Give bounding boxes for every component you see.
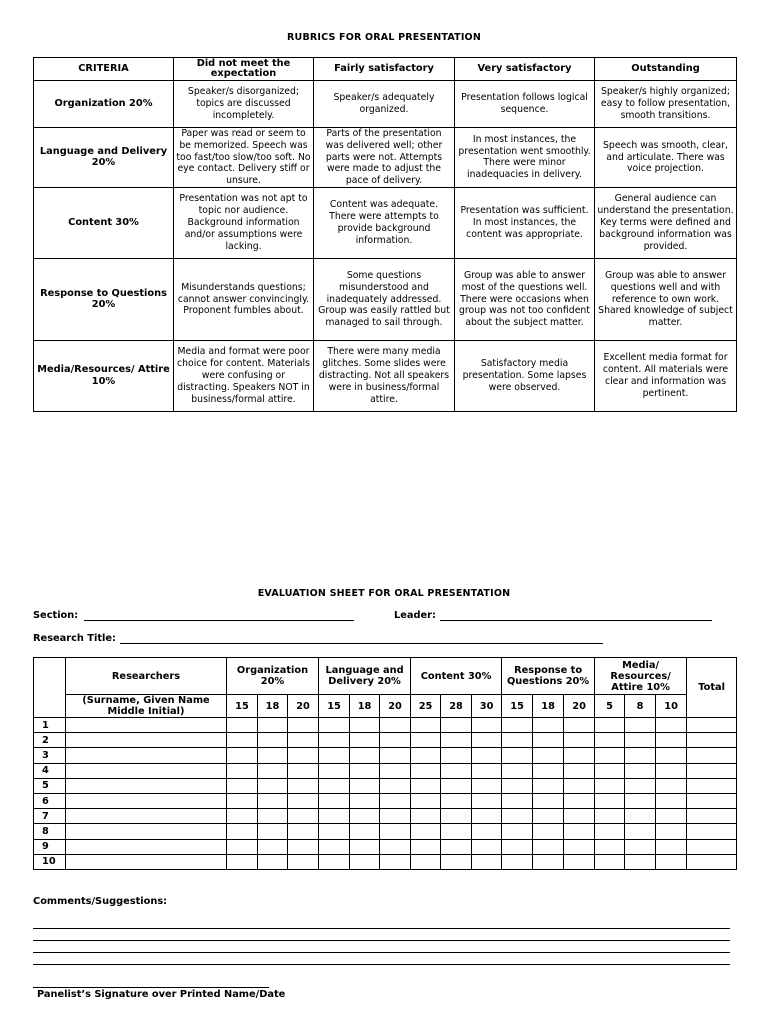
score-cell[interactable] <box>441 839 472 854</box>
rubric-cell: Speech was smooth, clear, and articulate. There was voice projection. <box>595 128 737 188</box>
row-number: 7 <box>34 809 66 824</box>
score-header: 5 <box>595 695 625 718</box>
leader-field[interactable] <box>440 620 712 621</box>
score-cell[interactable] <box>472 763 502 778</box>
researcher-name-cell[interactable] <box>66 763 227 778</box>
score-cell[interactable] <box>350 748 380 763</box>
score-cell[interactable] <box>319 763 350 778</box>
score-cell[interactable] <box>319 778 350 793</box>
researcher-name-cell[interactable] <box>66 824 227 839</box>
score-header: 15 <box>319 695 350 718</box>
score-cell[interactable] <box>319 809 350 824</box>
score-cell[interactable] <box>441 718 472 733</box>
score-cell[interactable] <box>533 854 564 869</box>
row-number: 2 <box>34 733 66 748</box>
rubric-header-outstanding: Outstanding <box>595 58 737 81</box>
row-number: 5 <box>34 778 66 793</box>
score-cell[interactable] <box>656 718 687 733</box>
rubric-cell: Misunderstands questions; cannot answer convincingly. Proponent fumbles about. <box>174 258 314 340</box>
score-header: 25 <box>411 695 441 718</box>
score-cell[interactable] <box>288 824 319 839</box>
score-header: 8 <box>625 695 656 718</box>
score-cell[interactable] <box>502 854 533 869</box>
rubric-cell: Satisfactory media presentation. Some lapses were observed. <box>455 340 595 411</box>
score-cell[interactable] <box>656 778 687 793</box>
comment-line[interactable] <box>33 952 730 953</box>
evaluation-row <box>34 824 737 839</box>
rubric-cell: In most instances, the presentation went smoothly. There were minor inadequacies in delivery. <box>455 128 595 188</box>
score-cell[interactable] <box>564 854 595 869</box>
rubric-header-did-not-meet: Did not meet the expectation <box>174 58 314 81</box>
score-cell[interactable] <box>258 793 288 808</box>
rubric-header-very-satisfactory: Very satisfactory <box>455 58 595 81</box>
comment-line[interactable] <box>33 964 730 965</box>
score-cell[interactable] <box>502 718 533 733</box>
score-cell[interactable] <box>564 778 595 793</box>
score-cell[interactable] <box>625 854 656 869</box>
score-cell[interactable] <box>502 809 533 824</box>
rubric-criteria: Organization 20% <box>34 81 174 128</box>
score-cell[interactable] <box>656 824 687 839</box>
score-cell[interactable] <box>227 809 258 824</box>
section-label: Section: <box>33 610 79 621</box>
researcher-name-cell[interactable] <box>66 778 227 793</box>
score-cell[interactable] <box>288 809 319 824</box>
score-cell[interactable] <box>625 733 656 748</box>
score-cell[interactable] <box>350 839 380 854</box>
score-cell[interactable] <box>625 778 656 793</box>
score-cell[interactable] <box>227 793 258 808</box>
score-cell[interactable] <box>595 733 625 748</box>
score-cell[interactable] <box>533 763 564 778</box>
score-cell[interactable] <box>288 763 319 778</box>
researcher-name-cell[interactable] <box>66 839 227 854</box>
score-cell[interactable] <box>258 824 288 839</box>
score-cell[interactable] <box>288 748 319 763</box>
score-cell[interactable] <box>502 733 533 748</box>
score-cell[interactable] <box>533 809 564 824</box>
evaluation-header-row <box>34 658 737 695</box>
score-cell[interactable] <box>595 809 625 824</box>
total-cell[interactable] <box>687 809 737 824</box>
score-cell[interactable] <box>288 793 319 808</box>
score-cell[interactable] <box>380 718 411 733</box>
evaluation-row <box>34 854 737 869</box>
score-header: 20 <box>564 695 595 718</box>
score-cell[interactable] <box>411 854 441 869</box>
score-header: 20 <box>288 695 319 718</box>
score-cell[interactable] <box>625 793 656 808</box>
score-cell[interactable] <box>288 839 319 854</box>
score-cell[interactable] <box>472 718 502 733</box>
score-cell[interactable] <box>502 793 533 808</box>
rubric-cell: Content was adequate. There were attempts to provide background information. <box>314 187 455 258</box>
score-cell[interactable] <box>595 824 625 839</box>
researchers-subheader: (Surname, Given Name Middle Initial) <box>66 695 227 718</box>
score-cell[interactable] <box>656 809 687 824</box>
research-title-field[interactable] <box>120 643 603 644</box>
score-cell[interactable] <box>258 763 288 778</box>
rubric-cell: Presentation was sufficient. In most instances, the content was appropriate. <box>455 187 595 258</box>
total-cell[interactable] <box>687 778 737 793</box>
signature-line[interactable] <box>33 987 269 988</box>
score-cell[interactable] <box>656 793 687 808</box>
score-cell[interactable] <box>595 778 625 793</box>
evaluation-table <box>33 657 737 870</box>
score-cell[interactable] <box>564 809 595 824</box>
score-cell[interactable] <box>319 839 350 854</box>
score-cell[interactable] <box>595 748 625 763</box>
rubric-table <box>33 57 737 412</box>
group-header-media-resources: Media/ Resources/ Attire 10% <box>595 658 687 695</box>
rubric-header-criteria: CRITERIA <box>34 58 174 81</box>
row-number: 8 <box>34 824 66 839</box>
score-cell[interactable] <box>380 778 411 793</box>
score-cell[interactable] <box>380 839 411 854</box>
score-cell[interactable] <box>564 718 595 733</box>
rubric-title: RUBRICS FOR ORAL PRESENTATION <box>287 32 481 43</box>
score-cell[interactable] <box>380 809 411 824</box>
score-cell[interactable] <box>227 733 258 748</box>
rubric-cell: Excellent media format for content. All materials were clear and information was pertinent. <box>595 340 737 411</box>
rubric-cell: Speaker/s adequately organized. <box>314 81 455 128</box>
score-cell[interactable] <box>319 854 350 869</box>
score-cell[interactable] <box>533 839 564 854</box>
score-cell[interactable] <box>533 824 564 839</box>
score-cell[interactable] <box>288 778 319 793</box>
rubric-cell: Some questions misunderstood and inadequately addressed. Group was easily rattled but managed to sail through. <box>314 258 455 340</box>
score-header: 10 <box>656 695 687 718</box>
score-cell[interactable] <box>472 778 502 793</box>
researcher-name-cell[interactable] <box>66 854 227 869</box>
rubric-cell: Group was able to answer questions well and with reference to own work. Shared knowledge of subject matter. <box>595 258 737 340</box>
score-cell[interactable] <box>533 793 564 808</box>
score-cell[interactable] <box>258 839 288 854</box>
score-cell[interactable] <box>227 778 258 793</box>
score-cell[interactable] <box>595 839 625 854</box>
researcher-name-cell[interactable] <box>66 733 227 748</box>
score-cell[interactable] <box>227 748 258 763</box>
group-header-response-questions: Response to Questions 20% <box>502 658 595 695</box>
score-cell[interactable] <box>227 718 258 733</box>
total-cell[interactable] <box>687 854 737 869</box>
researcher-name-cell[interactable] <box>66 718 227 733</box>
score-cell[interactable] <box>227 824 258 839</box>
leader-label: Leader: <box>394 610 436 621</box>
row-number: 9 <box>34 839 66 854</box>
rubric-cell: Media and format were poor choice for content. Materials were confusing or distracting. Speakers NOT in business/formal attire. <box>174 340 314 411</box>
rubric-criteria: Language and Delivery 20% <box>34 128 174 188</box>
score-cell[interactable] <box>350 733 380 748</box>
score-cell[interactable] <box>472 793 502 808</box>
score-cell[interactable] <box>380 733 411 748</box>
score-cell[interactable] <box>319 824 350 839</box>
evaluation-row <box>34 733 737 748</box>
comments-label: Comments/Suggestions: <box>33 896 168 907</box>
evaluation-row <box>34 748 737 763</box>
score-cell[interactable] <box>533 733 564 748</box>
score-cell[interactable] <box>472 824 502 839</box>
rubric-cell: Speaker/s highly organized; easy to follow presentation, smooth transitions. <box>595 81 737 128</box>
score-cell[interactable] <box>625 748 656 763</box>
score-cell[interactable] <box>502 824 533 839</box>
score-cell[interactable] <box>595 718 625 733</box>
score-cell[interactable] <box>595 793 625 808</box>
score-cell[interactable] <box>472 733 502 748</box>
score-cell[interactable] <box>350 763 380 778</box>
score-cell[interactable] <box>258 809 288 824</box>
score-cell[interactable] <box>472 809 502 824</box>
score-header: 20 <box>380 695 411 718</box>
section-field[interactable] <box>84 620 354 621</box>
score-cell[interactable] <box>411 809 441 824</box>
score-cell[interactable] <box>502 778 533 793</box>
score-header: 28 <box>441 695 472 718</box>
group-header-language-delivery: Language and Delivery 20% <box>319 658 411 695</box>
evaluation-score-row <box>34 695 737 718</box>
score-cell[interactable] <box>411 718 441 733</box>
score-header: 15 <box>227 695 258 718</box>
score-cell[interactable] <box>411 839 441 854</box>
evaluation-row <box>34 718 737 733</box>
score-cell[interactable] <box>656 748 687 763</box>
score-cell[interactable] <box>564 733 595 748</box>
score-cell[interactable] <box>258 748 288 763</box>
total-cell[interactable] <box>687 733 737 748</box>
rubric-row-language-delivery <box>34 128 737 188</box>
score-cell[interactable] <box>564 793 595 808</box>
rubric-row-response-questions <box>34 258 737 340</box>
score-cell[interactable] <box>441 733 472 748</box>
score-header: 18 <box>258 695 288 718</box>
rubric-cell: Group was able to answer most of the questions well. There were occasions when group was not too confident about the subject matter. <box>455 258 595 340</box>
score-cell[interactable] <box>472 854 502 869</box>
score-cell[interactable] <box>625 763 656 778</box>
evaluation-title: EVALUATION SHEET FOR ORAL PRESENTATION <box>257 588 511 599</box>
rubric-cell: Presentation follows logical sequence. <box>455 81 595 128</box>
score-cell[interactable] <box>656 763 687 778</box>
group-header-content: Content 30% <box>411 658 502 695</box>
rubric-header-fairly-satisfactory: Fairly satisfactory <box>314 58 455 81</box>
total-cell[interactable] <box>687 763 737 778</box>
score-cell[interactable] <box>564 824 595 839</box>
score-cell[interactable] <box>441 809 472 824</box>
score-cell[interactable] <box>380 793 411 808</box>
evaluation-row <box>34 809 737 824</box>
score-cell[interactable] <box>564 763 595 778</box>
score-cell[interactable] <box>380 824 411 839</box>
score-cell[interactable] <box>288 718 319 733</box>
evaluation-row <box>34 839 737 854</box>
evaluation-row <box>34 793 737 808</box>
score-cell[interactable] <box>380 748 411 763</box>
researchers-header: Researchers <box>66 658 227 695</box>
total-cell[interactable] <box>687 718 737 733</box>
score-cell[interactable] <box>411 763 441 778</box>
score-cell[interactable] <box>319 718 350 733</box>
score-cell[interactable] <box>564 748 595 763</box>
score-cell[interactable] <box>656 854 687 869</box>
rubric-criteria: Content 30% <box>34 187 174 258</box>
researcher-name-cell[interactable] <box>66 809 227 824</box>
score-cell[interactable] <box>502 748 533 763</box>
score-cell[interactable] <box>227 763 258 778</box>
score-cell[interactable] <box>625 839 656 854</box>
score-cell[interactable] <box>258 778 288 793</box>
score-cell[interactable] <box>227 839 258 854</box>
score-cell[interactable] <box>625 809 656 824</box>
score-cell[interactable] <box>441 748 472 763</box>
row-number: 1 <box>34 718 66 733</box>
score-cell[interactable] <box>441 778 472 793</box>
row-number: 10 <box>34 854 66 869</box>
score-cell[interactable] <box>350 778 380 793</box>
evaluation-row <box>34 778 737 793</box>
score-cell[interactable] <box>625 824 656 839</box>
rubric-cell: Presentation was not apt to topic nor audience. Background information and/or assumptions were lacking. <box>174 187 314 258</box>
total-header: Total <box>687 658 737 718</box>
row-number: 3 <box>34 748 66 763</box>
score-cell[interactable] <box>441 824 472 839</box>
score-cell[interactable] <box>411 733 441 748</box>
score-cell[interactable] <box>472 748 502 763</box>
rubric-criteria: Media/Resources/ Attire 10% <box>34 340 174 411</box>
rubric-cell: Parts of the presentation was delivered well; other parts were not. Attempts were made to adjust the pace of delivery. <box>314 128 455 188</box>
row-number: 4 <box>34 763 66 778</box>
score-cell[interactable] <box>411 748 441 763</box>
score-cell[interactable] <box>319 733 350 748</box>
score-header: 18 <box>350 695 380 718</box>
researcher-name-cell[interactable] <box>66 793 227 808</box>
score-cell[interactable] <box>350 809 380 824</box>
comment-line[interactable] <box>33 928 730 929</box>
score-cell[interactable] <box>502 763 533 778</box>
score-cell[interactable] <box>350 824 380 839</box>
score-cell[interactable] <box>319 748 350 763</box>
rubric-row-content <box>34 187 737 258</box>
score-cell[interactable] <box>656 839 687 854</box>
score-cell[interactable] <box>380 763 411 778</box>
score-cell[interactable] <box>411 824 441 839</box>
score-cell[interactable] <box>533 718 564 733</box>
row-number: 6 <box>34 793 66 808</box>
score-cell[interactable] <box>502 839 533 854</box>
score-header: 15 <box>502 695 533 718</box>
score-cell[interactable] <box>258 733 288 748</box>
rubric-cell: There were many media glitches. Some slides were distracting. Not all speakers were in business/formal attire. <box>314 340 455 411</box>
score-cell[interactable] <box>258 854 288 869</box>
score-cell[interactable] <box>288 733 319 748</box>
score-cell[interactable] <box>350 718 380 733</box>
score-cell[interactable] <box>472 839 502 854</box>
score-cell[interactable] <box>227 854 258 869</box>
row-number-header <box>34 658 66 718</box>
score-cell[interactable] <box>533 778 564 793</box>
score-cell[interactable] <box>288 854 319 869</box>
score-cell[interactable] <box>441 763 472 778</box>
score-cell[interactable] <box>533 748 564 763</box>
score-header: 30 <box>472 695 502 718</box>
score-cell[interactable] <box>411 793 441 808</box>
rubric-row-organization <box>34 81 737 128</box>
score-cell[interactable] <box>441 793 472 808</box>
rubric-cell: Paper was read or seem to be memorized. Speech was too fast/too slow/too soft. No eye contact. Delivery stiff or unsure. <box>174 128 314 188</box>
rubric-header-row <box>34 58 737 81</box>
score-cell[interactable] <box>319 793 350 808</box>
total-cell[interactable] <box>687 793 737 808</box>
researcher-name-cell[interactable] <box>66 748 227 763</box>
rubric-cell: Speaker/s disorganized; topics are discussed incompletely. <box>174 81 314 128</box>
rubric-criteria: Response to Questions 20% <box>34 258 174 340</box>
score-cell[interactable] <box>411 778 441 793</box>
score-cell[interactable] <box>441 854 472 869</box>
score-header: 18 <box>533 695 564 718</box>
comment-line[interactable] <box>33 940 730 941</box>
evaluation-row <box>34 763 737 778</box>
score-cell[interactable] <box>656 733 687 748</box>
score-cell[interactable] <box>350 854 380 869</box>
total-cell[interactable] <box>687 839 737 854</box>
score-cell[interactable] <box>595 854 625 869</box>
score-cell[interactable] <box>258 718 288 733</box>
evaluation-body <box>34 718 737 870</box>
score-cell[interactable] <box>350 793 380 808</box>
rubric-row-media-resources <box>34 340 737 411</box>
research-title-label: Research Title: <box>33 633 116 644</box>
total-cell[interactable] <box>687 824 737 839</box>
group-header-organization: Organization 20% <box>227 658 319 695</box>
score-cell[interactable] <box>380 854 411 869</box>
score-cell[interactable] <box>625 718 656 733</box>
score-cell[interactable] <box>595 763 625 778</box>
signature-label: Panelist’s Signature over Printed Name/Date <box>37 989 286 1000</box>
rubric-cell: General audience can understand the presentation. Key terms were defined and background information was provided. <box>595 187 737 258</box>
total-cell[interactable] <box>687 748 737 763</box>
score-cell[interactable] <box>564 839 595 854</box>
